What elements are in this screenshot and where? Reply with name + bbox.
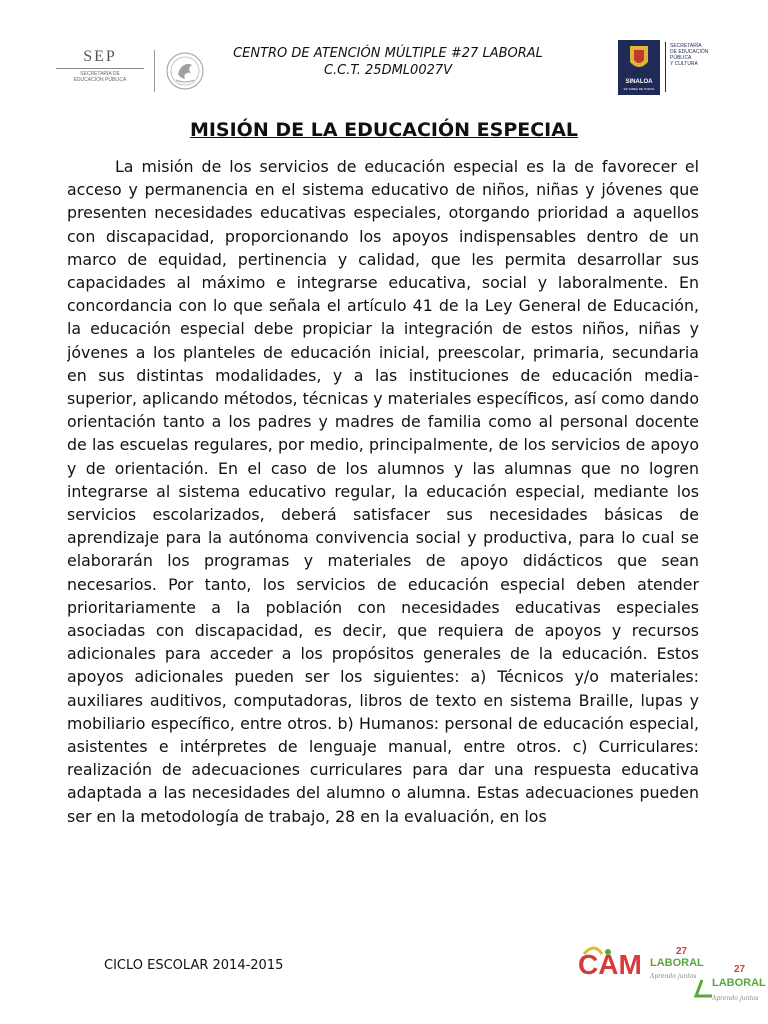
cam-number-2: 27 <box>734 964 746 975</box>
sinaloa-logo <box>618 40 718 96</box>
cam-27-laboral-logo <box>572 940 768 1012</box>
cam-letters: CAM <box>578 949 642 980</box>
sep-name: SEP <box>83 48 117 65</box>
secretaria-line-4: Y CULTURA <box>670 61 698 67</box>
sinaloa-name: SINALOA <box>625 79 653 85</box>
sep-subtitle-line-1: SECRETARÍA DE <box>80 71 120 77</box>
school-cycle: CICLO ESCOLAR 2014-2015 <box>104 958 284 973</box>
cam-number-1: 27 <box>676 946 688 957</box>
sinaloa-divider <box>665 42 666 92</box>
sinaloa-tagline: ES TAREA DE TODOS <box>623 87 655 91</box>
sep-wordmark <box>52 48 148 83</box>
cam-word-2: LABORAL <box>712 977 766 989</box>
document-title: MISIÓN DE LA EDUCACIÓN ESPECIAL <box>189 119 579 141</box>
sep-subtitle-line-2: EDUCACIÓN PÚBLICA <box>73 77 127 83</box>
sinaloa-emblem-icon <box>618 40 660 78</box>
cam-tagline-2: Aprendo juntos <box>712 995 759 1002</box>
school-cct: C.C.T. 25DML0027V <box>323 63 453 78</box>
school-header <box>188 45 588 79</box>
sep-divider <box>154 50 155 92</box>
secretaria-line-3: PÚBLICA <box>670 55 692 61</box>
secretaria-line-1: SECRETARÍA <box>670 43 702 49</box>
sep-rule <box>56 68 144 69</box>
body-paragraph: La misión de los servicios de educación especial es la de favorecer el acceso y permanencia en el sistema educativo de niños, niñas y jóvenes que presenten necesidades educativas especiales, otorgando prioridad a aquellos con discapacidad, proporcionando los apoyos indispensables dentro de un marco de equidad, pertinencia y calidad, que les permita desarrollar sus capacidades al máximo e integrarse educativa, social y laboralmente. En concordancia con lo que señala el artículo 41 de la Ley General de Educación, la educación especial debe propiciar la integración de estos niños, niñas y jóvenes a los planteles de educación inicial, preescolar, primaria, secundaria en sus distintas modalidades, y a las instituciones de educación media-superior, aplicando métodos, técnicas y materiales específicos, así como dando orientación tanto a los padres y madres de familia como al personal docente de las escuelas regulares, por medio, principalmente, de los servicios de apoyo y de orientación. En el caso de los alumnos y las alumnas que no logren integrarse al sistema educativo regular, la educación especial, mediante los servicios escolarizados, deberá satisfacer sus necesidades básicas de aprendizaje para la autónoma convivencia social y productiva, para lo cual se elaborarán los programas y materiales de apoyo didácticos que sean necesarios. Por tanto, los servicios de educación especial deben atender prioritariamente a la población con necesidades educativas especiales asociadas con discapacidad, es decir, que requiera de apoyos y recursos adicionales para acceder a los propósitos generales de la educación. Estos apoyos adicionales pueden ser los siguientes: a) Técnicos y/o materiales: auxiliares auditivos, computadoras, libros de texto en sistema Braille, lupas y mobiliario específico, entre otros. b) Humanos: personal de educación especial, asistentes e intérpretes de lenguaje manual, entre otros. c) Curriculares: realización de adecuaciones curriculares para dar una respuesta educativa adaptada a las necesidades del alumno o alumna. Estas adecuaciones pueden ser en la metodología de trabajo, 28 en la evaluación, en los <box>67 157 699 826</box>
secretaria-line-2: DE EDUCACIÓN <box>670 49 709 55</box>
school-name: CENTRO DE ATENCIÓN MÚLTIPLE #27 LABORAL <box>233 46 543 61</box>
cam-word-1: LABORAL <box>650 957 704 969</box>
secretaria-text <box>670 43 718 67</box>
sep-logo <box>26 42 186 98</box>
cam-tagline-1: Aprendo juntos <box>650 973 697 980</box>
